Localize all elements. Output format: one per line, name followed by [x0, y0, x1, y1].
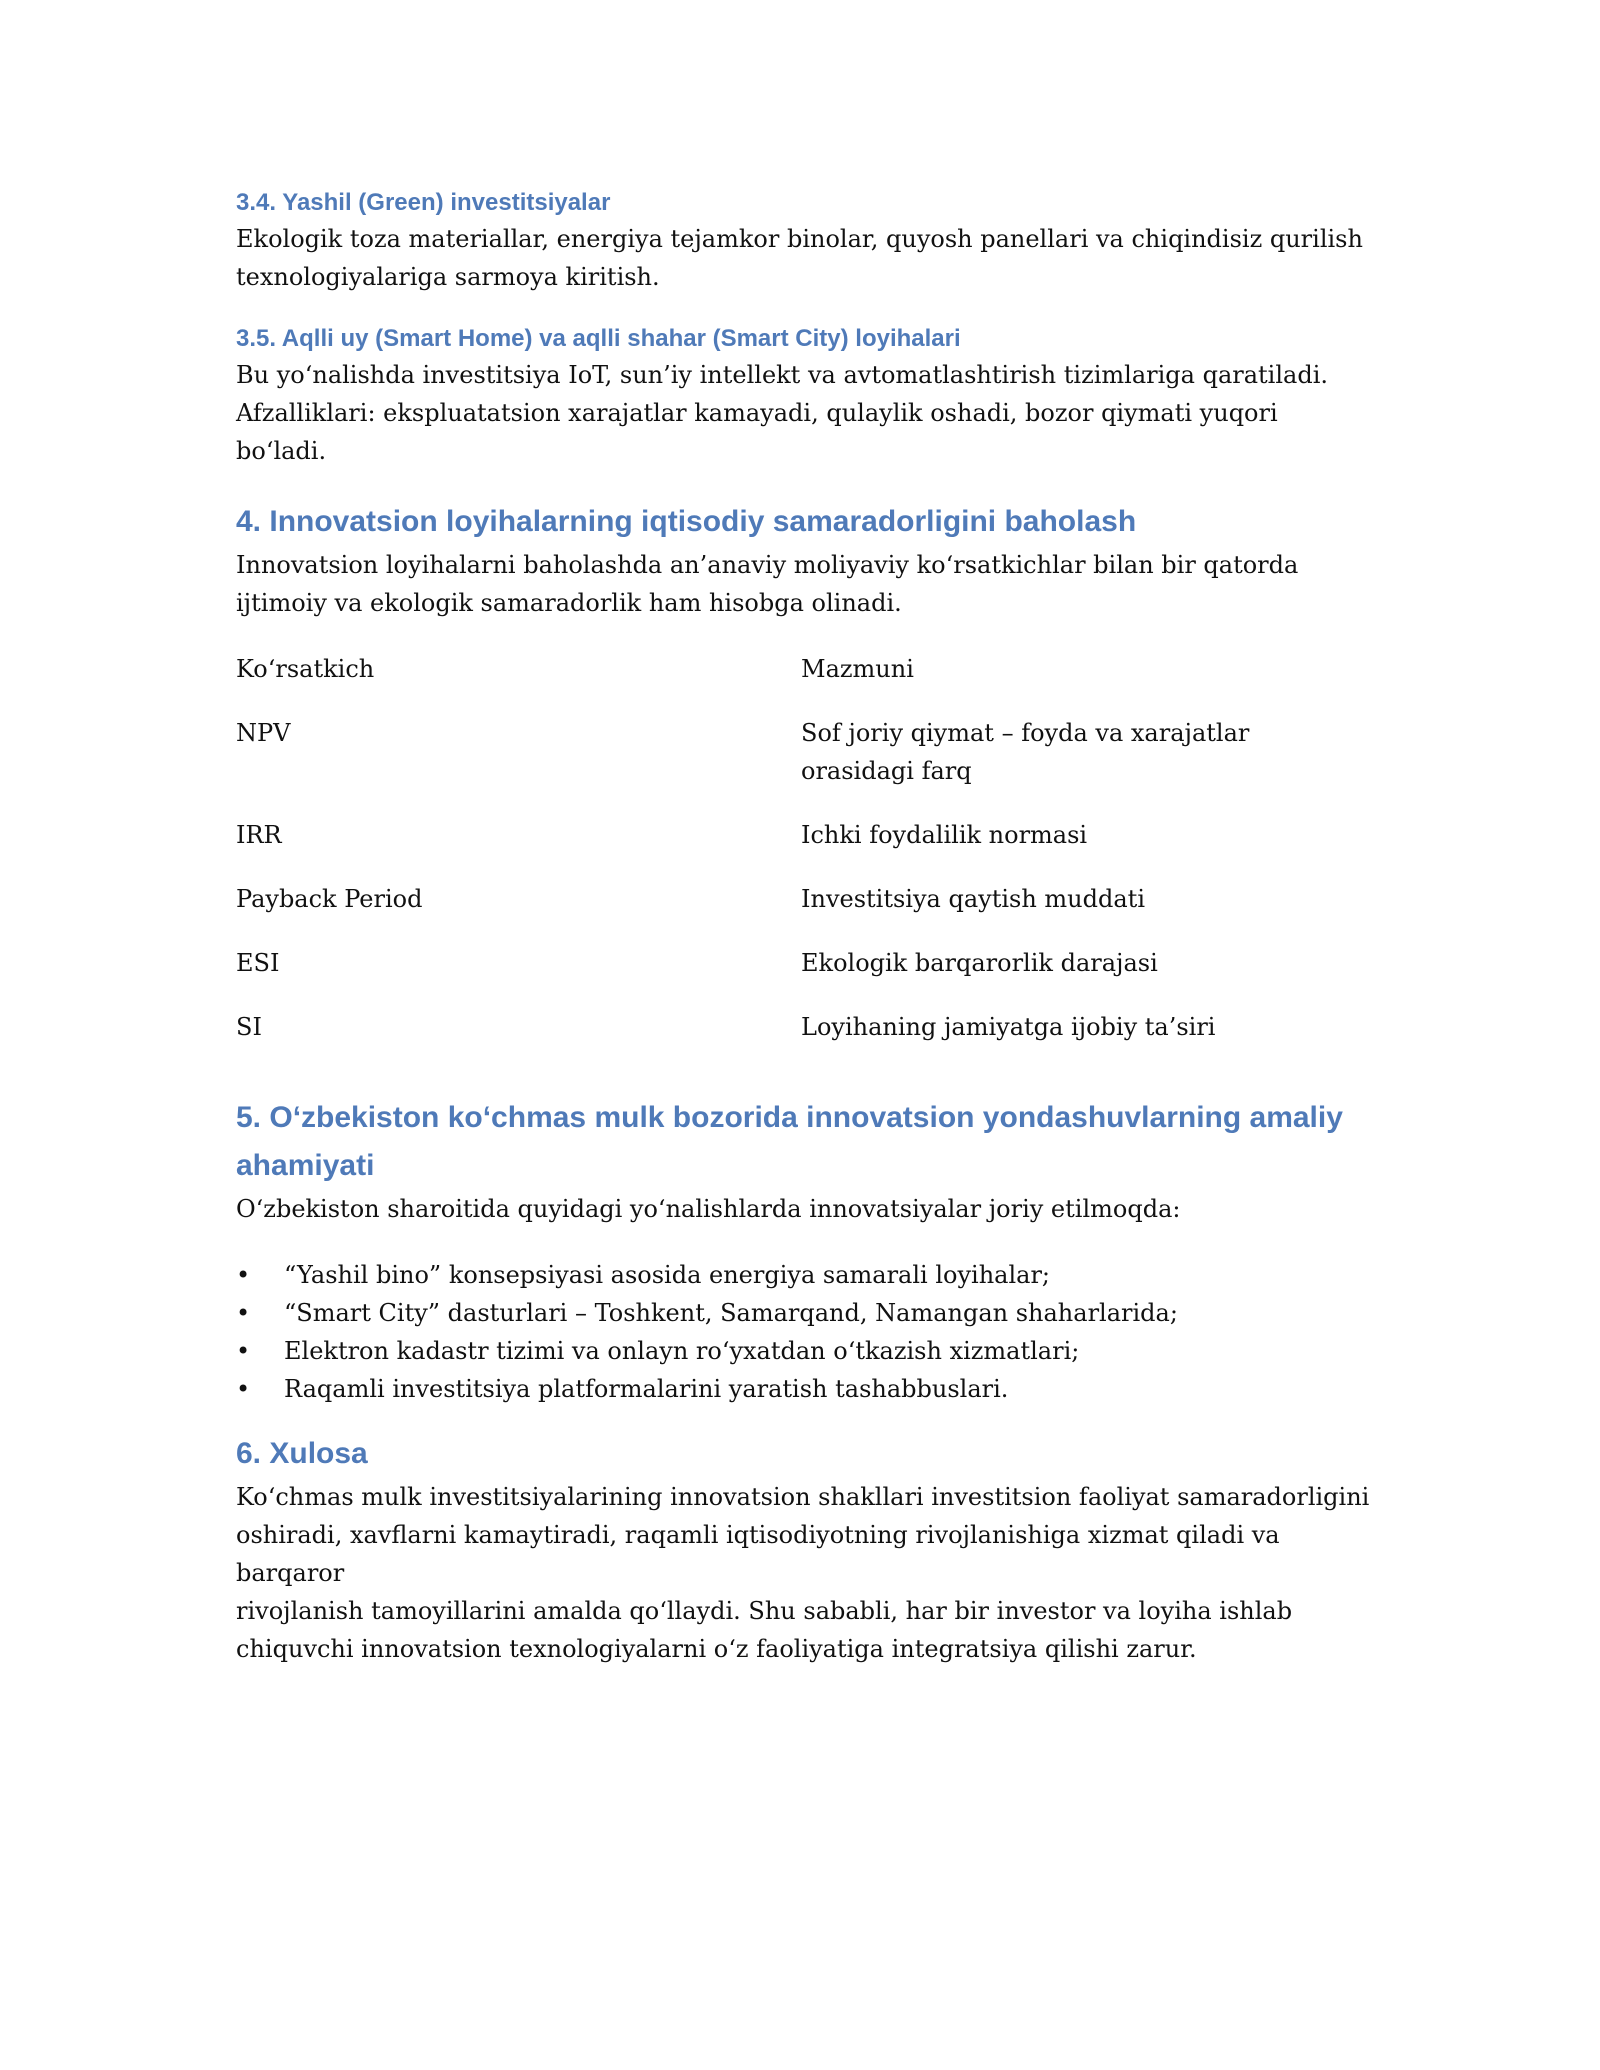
table-cell: Ichki foydalilik normasi	[801, 821, 1088, 849]
indicators-table	[236, 650, 1372, 1046]
paragraph-line: texnologiyalariga sarmoya kiritish.	[236, 263, 660, 291]
paragraph-line: Innovatsion loyihalarni baholashda an’anaviy moliyaviy ko‘rsatkichlar bilan bir qatorda	[236, 551, 1299, 579]
list-item-text: Elektron kadastr tizimi va onlayn ro‘yxatdan o‘tkazish xizmatlari;	[284, 1337, 1080, 1365]
list-item-text: Raqamli investitsiya platformalarini yaratish tashabbuslari.	[284, 1375, 1009, 1403]
list-item	[236, 1256, 1372, 1294]
section-5	[236, 1094, 1372, 1408]
table-row	[236, 880, 1372, 918]
paragraph-line: oshiradi, xavflarni kamaytiradi, raqamli iqtisodiyotning rivojlanishiga xizmat qiladi va barqaror	[236, 1521, 1280, 1587]
section-heading: 6. Xulosa	[236, 1437, 368, 1470]
table-cell: IRR	[236, 821, 282, 849]
table-header-cell: Mazmuni	[801, 655, 914, 683]
bullet-icon: •	[236, 1375, 251, 1403]
table-header-cell: Ko‘rsatkich	[236, 655, 375, 683]
paragraph-line: chiquvchi innovatsion texnologiyalarni o‘z faoliyatiga integratsiya qilishi zarur.	[236, 1635, 1197, 1663]
paragraph-line: Ekologik toza materiallar, energiya tejamkor binolar, quyosh panellari va chiqindisiz qurilish	[236, 225, 1363, 253]
paragraph-line: Afzalliklari: ekspluatatsion xarajatlar kamayadi, qulaylik oshadi, bozor qiymati yuqori bo‘ladi.	[236, 399, 1278, 465]
list-item-text: “Yashil bino” konsepsiyasi asosida energiya samarali loyihalar;	[284, 1261, 1050, 1289]
section-4	[236, 498, 1372, 1046]
table-header-row	[236, 650, 1372, 688]
table-cell: Ekologik barqarorlik darajasi	[801, 949, 1158, 977]
list-item	[236, 1370, 1372, 1408]
list-item	[236, 1294, 1372, 1332]
section-3-5	[236, 322, 1372, 470]
paragraph-line: Bu yo‘nalishda investitsiya IoT, sun’iy intellekt va avtomatlashtirish tizimlariga qaratiladi.	[236, 361, 1329, 389]
section-heading: 3.4. Yashil (Green) investitsiyalar	[236, 189, 611, 216]
table-cell: Investitsiya qaytish muddati	[801, 885, 1145, 913]
table-cell: Loyihaning jamiyatga ijobiy ta’siri	[801, 1013, 1216, 1041]
paragraph-line: ijtimoiy va ekologik samaradorlik ham hisobga olinadi.	[236, 589, 902, 617]
table-row	[236, 714, 1372, 790]
list-item	[236, 1332, 1372, 1370]
table-cell: SI	[236, 1013, 262, 1041]
table-row	[236, 816, 1372, 854]
bullet-icon: •	[236, 1337, 251, 1365]
paragraph-line: O‘zbekiston sharoitida quyidagi yo‘nalishlarda innovatsiyalar joriy etilmoqda:	[236, 1195, 1181, 1223]
section-6	[236, 1430, 1372, 1668]
table-cell-line: orasidagi farq	[801, 757, 972, 785]
paragraph-line: rivojlanish tamoyillarini amalda qo‘llaydi. Shu sababli, har bir investor va loyiha ishlab	[236, 1597, 1293, 1625]
table-row	[236, 944, 1372, 982]
table-cell: ESI	[236, 949, 280, 977]
table-cell: NPV	[236, 719, 291, 747]
table-cell-line: Sof joriy qiymat – foyda va xarajatlar	[801, 719, 1250, 747]
section-heading-line: ahamiyati	[236, 1149, 375, 1182]
table-row	[236, 1008, 1372, 1046]
section-heading-line: 5. O‘zbekiston ko‘chmas mulk bozorida innovatsion yondashuvlarning amaliy	[236, 1101, 1343, 1134]
section-heading: 3.5. Aqlli uy (Smart Home) va aqlli shahar (Smart City) loyihalari	[236, 325, 961, 352]
bullet-icon: •	[236, 1261, 251, 1289]
section-3-4	[236, 186, 1372, 296]
paragraph-line: Ko‘chmas mulk investitsiyalarining innovatsion shakllari investitsion faoliyat samaradorligini	[236, 1483, 1370, 1511]
list-item-text: “Smart City” dasturlari – Toshkent, Samarqand, Namangan shaharlarida;	[284, 1299, 1178, 1327]
bullet-icon: •	[236, 1299, 251, 1327]
page-content	[236, 186, 1372, 1668]
table-cell	[801, 714, 1261, 790]
section-heading: 4. Innovatsion loyihalarning iqtisodiy samaradorligini baholash	[236, 505, 1137, 538]
table-cell: Payback Period	[236, 885, 423, 913]
bullet-list	[236, 1256, 1372, 1408]
